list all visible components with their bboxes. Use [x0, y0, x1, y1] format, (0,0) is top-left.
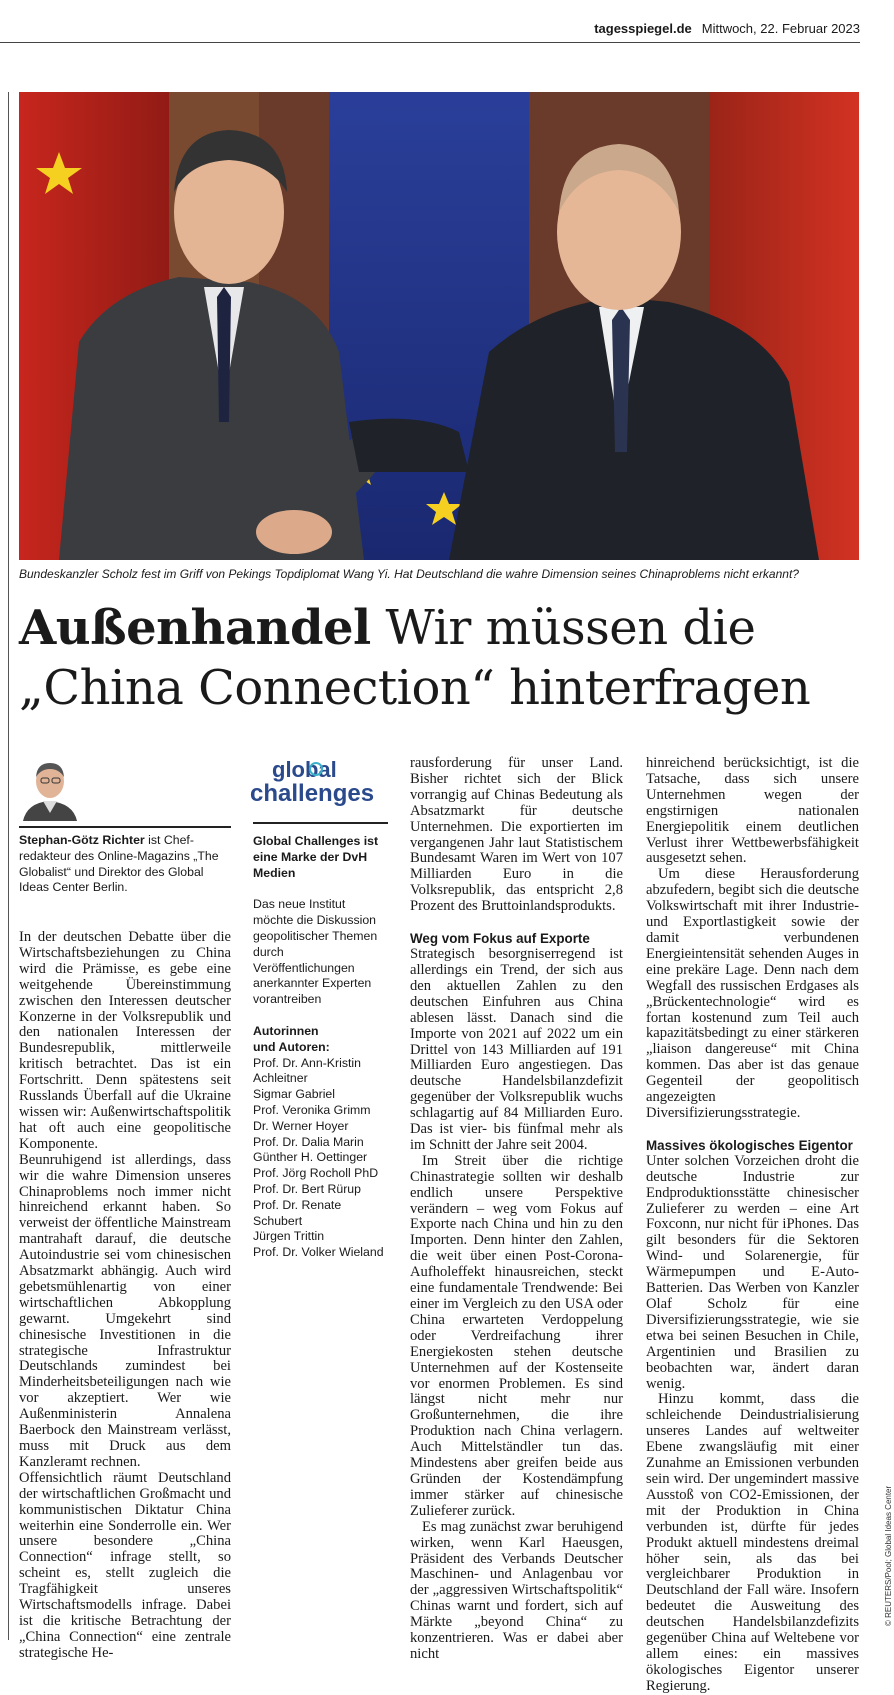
- article-column-3: [410, 756, 623, 1663]
- paragraph: Unter solchen Vorzeichen droht die deutsche Industrie zur Endproduktionsstätte chinesischer Zulieferer zu werden – eine Art Foxconn, nur nicht für iPhones. Das gilt besonders für die Sektoren Wind- und Solarenergie, für Wärmepumpen und E-Auto-Batterien. Das Werben von Kanzler Olaf Scholz für eine Diversifizierungsstrategie, wie sie etwa bei seinen Besuchen in Chile, Argentinien und Brasilien zu beobachten war, ändert daran wenig.: [646, 1152, 859, 1392]
- paragraph: rausforderung für unser Land. Bisher richtet sich der Blick vorrangig auf Chinas Bedeutung als Absatzmarkt für deutsche Unternehmen. Die exportierten im vergangenen Jahr laut Statistischem Bundesamt Waren im Wert von 107 Milliarden Euro in die Volksrepublik, das entspricht 2,8 Prozent des Bruttoinlandsprodukts.: [410, 755, 623, 915]
- paragraph: In der deutschen Debatte über die Wirtschaftsbeziehungen zu China wird die Prämisse, es gebe eine weitgehende Übereinstimmung zwischen den Interessen deutscher Konzerne in der Volksrepublik und den nationalen Interessen der Bundesrepublik, mittlerweile kritisch betrachtet. Das ist ein Fortschritt. Denn spätestens seit Russlands Überfall auf die Ukraine wissen wir: Außenwirtschaftspolitik hat oft auch eine geopolitische Komponente.: [19, 929, 231, 1152]
- headline-kicker: Außenhandel: [19, 600, 371, 656]
- gc-author: Prof. Jörg Rocholl PhD: [253, 1166, 379, 1181]
- global-challenges-logo: [250, 755, 390, 807]
- headline: [19, 598, 869, 718]
- paragraph: Im Streit über die richtige Chinastrategie sollten wir deshalb endlich unsere Perspektive verändern – weg vom Fokus auf Exporte nach China und hin zu den Importen. Denn hinter den Zahlen, die weit über einen Post-Corona-Aufholeffekt hinausreichen, steckt eine fundamentale Trendwende: Bei einer im Vergleich zu den USA oder China erwarteten Verdoppelung oder Verdreifachung ihrer Energiekosten stehen deutsche Unternehmen auf der Kostenseite vor enormen Problemen. Es sind längst nicht mehr nur Großunternehmen, die ihre Produktion nach China verlagern. Auch Mittelständler tun das. Mindestens aber greifen beide aus Gründen der Kostendämpfung immer stärker auf chinesische Zulieferer zurück.: [410, 1152, 623, 1519]
- gc-author: Sigmar Gabriel: [253, 1087, 336, 1102]
- headline-title-line2: „China Connection“ hinterfragen: [19, 660, 811, 716]
- global-challenges-box: [253, 834, 388, 1261]
- left-column-rule: [8, 92, 9, 1640]
- subheading: Massives ökologisches Eigentor: [646, 1137, 853, 1153]
- gc-author: Günther H. Oettinger: [253, 1150, 368, 1165]
- paragraph: Um diese Herausforderung abzufedern, begibt sich die deutsche Volkswirtschaft mit ihrer Industrie- und Exportlastigkeit sowie der damit verbundenen Energieintensität sehenden Auges in eine prekäre Lage. Denn nach dem Wegfall des russischen Erdgases als „Brückentechnologie“ wird es fortan kostenund zum Teil auch kapazitätsbedingt zu einer stärkeren „liaison dangereuse“ mit China kommen. Das aber ist das genaue Gegenteil der geopolitisch angezeigten Diversifizierungsstrategie.: [646, 866, 859, 1121]
- headline-title-line1: Wir müssen die: [370, 600, 756, 656]
- logo-line1: global: [272, 757, 337, 782]
- gc-authors-heading: [253, 1024, 388, 1056]
- gc-rule: [253, 822, 388, 824]
- author-bio: [19, 833, 231, 896]
- logo-line2: challenges: [250, 780, 375, 807]
- article-column-1: [19, 930, 231, 1662]
- paragraph: hinreichend berücksichtigt, ist die Tatsache, dass sich unsere Unternehmen wegen der engstirnigen nationalen Energiepolitik einem deutlichen Verlust ihrer Wettbewerbsfähigkeit ausgesetzt sehen.: [646, 755, 859, 867]
- article-column-4: [646, 756, 859, 1695]
- gc-author: Prof. Veronika Grimm: [253, 1102, 371, 1117]
- paragraph: Strategisch besorgniserregend ist allerdings ein Trend, der sich aus den aktuellen Zahlen zu den deutschen Einfuhren aus China ablesen lässt. Danach sind die Importe von 2021 auf 2022 um ein Drittel von 143 Milliarden auf 191 Milliarden Euro angestiegen. Das deutsche Handelsbilanzdefizit gegenüber der Volksrepublik wuchs schlagartig auf 84 Milliarden Euro. Das ist vier- bis fünfmal mehr als im Schnitt der Jahre seit 2004.: [410, 946, 623, 1153]
- photo-caption: Bundeskanzler Scholz fest im Griff von Pekings Topdiplomat Wang Yi. Hat Deutschland die wahre Dimension seines Chinaproblems nicht erkannt?: [19, 567, 799, 581]
- gc-author: Prof. Dr. Dalia Marin: [253, 1134, 364, 1149]
- site-name[interactable]: tagesspiegel.de: [594, 21, 692, 36]
- gc-author: Prof. Dr. Ann-Kristin Achleitner: [253, 1055, 361, 1086]
- photo-credit: © REUTERS/Pool; Global Ideas Center: [884, 1485, 893, 1626]
- author-description: ist Chefredakteur des Online-Magazins „The Globalist“ und Direktor des Global Ideas Center Berlin.: [19, 833, 219, 895]
- paragraph: Beunruhigend ist allerdings, dass wir die wahre Dimension unseres Chinaproblems noch immer nicht hinreichend erkannt haben. So verweist der öffentliche Mainstream mantrahaft darauf, die deutsche Autoindustrie sei vom chinesischen Absatzmarkt abhängig. Auch wird gebetsmühlenartig von einer wirtschaftlichen Abkopplung gewarnt. Umgekehrt sind chinesische Investitionen in die strategische Infrastruktur Deutschlands zumindest bei Minderheitsbeteiligungen nach wie vor akzeptiert. Wer wie Außenministerin Annalena Baerbock den Mainstream verlässt, muss mit Druck aus dem Kanzleramt rechnen.: [19, 1151, 231, 1470]
- gc-author: Jürgen Trittin: [253, 1229, 325, 1244]
- paragraph: Offensichtlich räumt Deutschland der wirtschaftlichen Großmacht und kommunistischen Diktatur China weiterhin eine Sonderrolle ein. Wer unsere besondere „China Connection“ infrage stellt, so scheint es, stellt zugleich die Tragfähigkeit unseres Wirtschaftsmodells infrage. Dabei ist die kritische Betrachtung der „China Connection“ eine zentrale strategische He-: [19, 1469, 231, 1661]
- gc-authors-list: [253, 1056, 388, 1261]
- author-photo-icon: [19, 755, 81, 821]
- handshake-photo-icon: [19, 92, 859, 560]
- gc-authors-heading-line1: Autorinnen: [253, 1023, 319, 1038]
- gc-author: Prof. Dr. Volker Wieland: [253, 1245, 384, 1260]
- subheading: Weg vom Fokus auf Exporte: [410, 931, 590, 947]
- author-rule: [19, 826, 231, 828]
- author-name: Stephan-Götz Richter: [19, 833, 145, 847]
- lead-photo: [19, 92, 859, 560]
- gc-author: Prof. Dr. Renate Schubert: [253, 1197, 342, 1228]
- gc-author: Dr. Werner Hoyer: [253, 1118, 349, 1133]
- gc-brand: Global Challenges ist eine Marke der DvH Medien: [253, 834, 379, 880]
- paragraph: Hinzu kommt, dass die schleichende Deindustrialisierung unseres Landes auf weltweiter Ebene zwangsläufig mit einer Zunahme an Emissionen verbunden sein wird. Der ungemindert massive Ausstoß von CO2-Emissionen, der mit der Produktion in China verbunden ist, dürfte für jedes Produkt aktuell mindestens dreimal höher sein, als das bei vergleichbarer Produktion in Deutschland der Fall wäre. Insofern bedeutet die Ausweitung des deutschen Handelsbilanzdefizits gegenüber China auf Weltebene vor allem eines: ein massives ökologisches Eigentor unserer Regierung.: [646, 1391, 859, 1694]
- issue-date: Mittwoch, 22. Februar 2023: [701, 21, 860, 36]
- paragraph: Es mag zunächst zwar beruhigend wirken, wenn Karl Haeusgen, Präsident des Verbands Deutscher Maschinen- und Anlagenbau vor der „aggressiven Wirtschaftspolitik“ Chinas warnt und fordert, sich auf Märkte „beyond China“ zu konzentrieren. Was er dabei aber nicht: [410, 1518, 623, 1662]
- gc-author: Prof. Dr. Bert Rürup: [253, 1181, 361, 1196]
- gc-authors-heading-line2: und Autoren:: [253, 1039, 330, 1054]
- masthead: [0, 20, 860, 43]
- gc-about: Das neue Institut möchte die Diskussion geopolitischer Themen durch Veröffentlichungen anerkannter Experten vorantreiben: [253, 897, 378, 1007]
